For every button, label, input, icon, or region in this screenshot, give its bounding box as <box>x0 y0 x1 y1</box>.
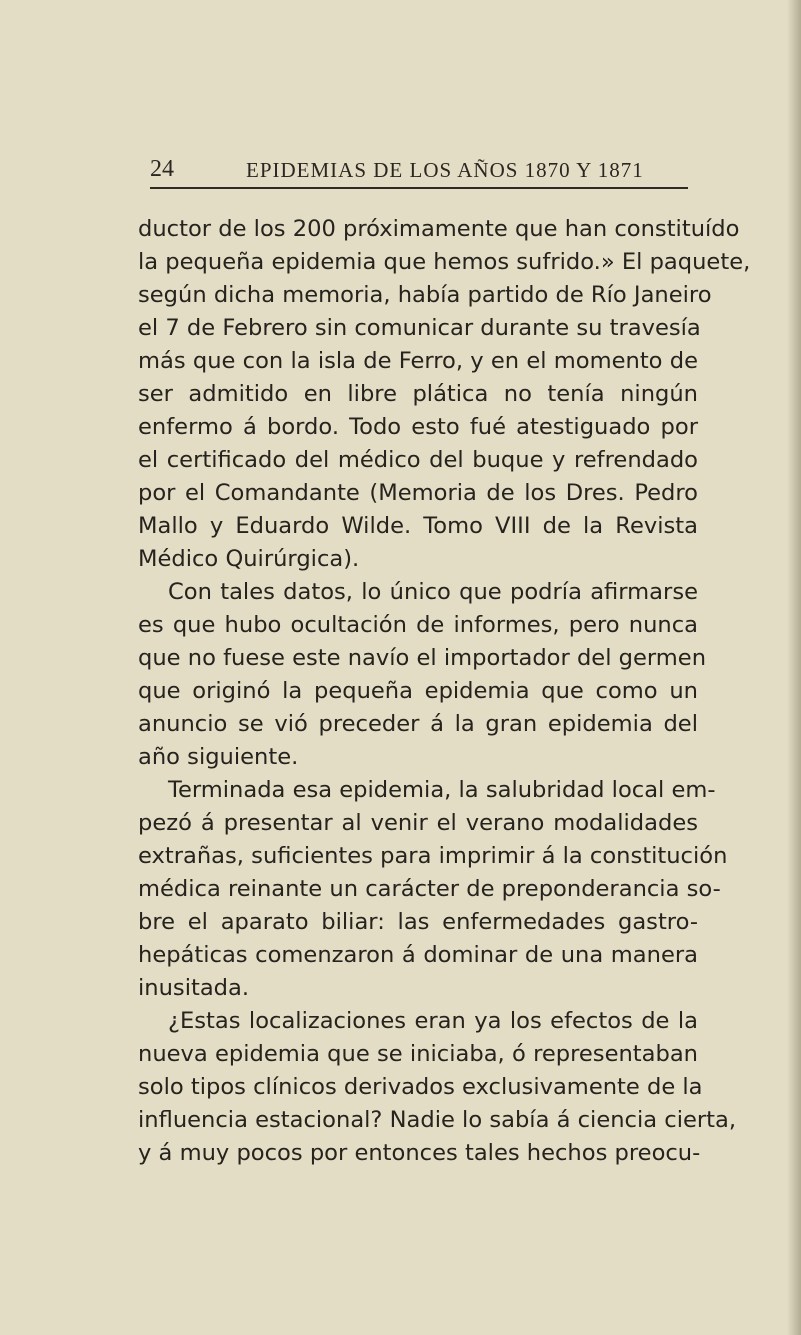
text-line: la pequeña epidemia que hemos sufrido.» El paquete, <box>138 249 751 275</box>
text-line: más que con la isla de Ferro, y en el momento de <box>138 348 698 374</box>
text-line: año siguiente. <box>138 744 299 770</box>
text-line: médica reinante un carácter de preponderancia so- <box>138 876 721 902</box>
text-line: el certificado del médico del buque y refrendado <box>138 447 698 473</box>
text-line: ser admitido en libre plática no tenía ningún <box>138 381 698 407</box>
text-line: y á muy pocos por entonces tales hechos preocu- <box>138 1140 701 1166</box>
text-line: Médico Quirúrgica). <box>138 546 360 572</box>
text-line: que no fuese este navío el importador del germen <box>138 645 707 671</box>
text-line: el 7 de Febrero sin comunicar durante su travesía <box>138 315 701 341</box>
text-line: inusitada. <box>138 975 250 1001</box>
text-line: influencia estacional? Nadie lo sabía á ciencia cierta, <box>138 1107 737 1133</box>
running-head <box>150 156 688 186</box>
text-line: por el Comandante (Memoria de los Dres. Pedro <box>138 480 698 506</box>
text-line: que originó la pequeña epidemia que como un <box>138 678 698 704</box>
body-text <box>138 213 751 1170</box>
text-line: pezó á presentar al venir el verano modalidades <box>138 810 698 836</box>
header-rule <box>150 187 688 189</box>
page-number: 24 <box>150 156 174 182</box>
text-line: Terminada esa epidemia, la salubridad local em- <box>168 777 716 803</box>
text-line: según dicha memoria, había partido de Río Janeiro <box>138 282 712 308</box>
text-line: hepáticas comenzaron á dominar de una manera <box>138 942 698 968</box>
running-title: EPIDEMIAS DE LOS AÑOS 1870 Y 1871 <box>246 158 644 182</box>
text-line: solo tipos clínicos derivados exclusivamente de la <box>138 1074 703 1100</box>
text-line: es que hubo ocultación de informes, pero nunca <box>138 612 698 638</box>
text-line: ductor de los 200 próximamente que han constituído <box>138 216 740 242</box>
text-line: ¿Estas localizaciones eran ya los efectos de la <box>168 1008 698 1034</box>
text-line: anuncio se vió preceder á la gran epidemia del <box>138 711 698 737</box>
text-line: Con tales datos, lo único que podría afirmarse <box>168 579 698 605</box>
text-line: nueva epidemia que se iniciaba, ó representaban <box>138 1041 698 1067</box>
text-line: enfermo á bordo. Todo esto fué atestiguado por <box>138 414 698 440</box>
text-line: Mallo y Eduardo Wilde. Tomo VIII de la Revista <box>138 513 698 539</box>
text-line: extrañas, suficientes para imprimir á la constitución <box>138 843 728 869</box>
text-line: bre el aparato biliar: las enfermedades gastro- <box>138 909 698 935</box>
